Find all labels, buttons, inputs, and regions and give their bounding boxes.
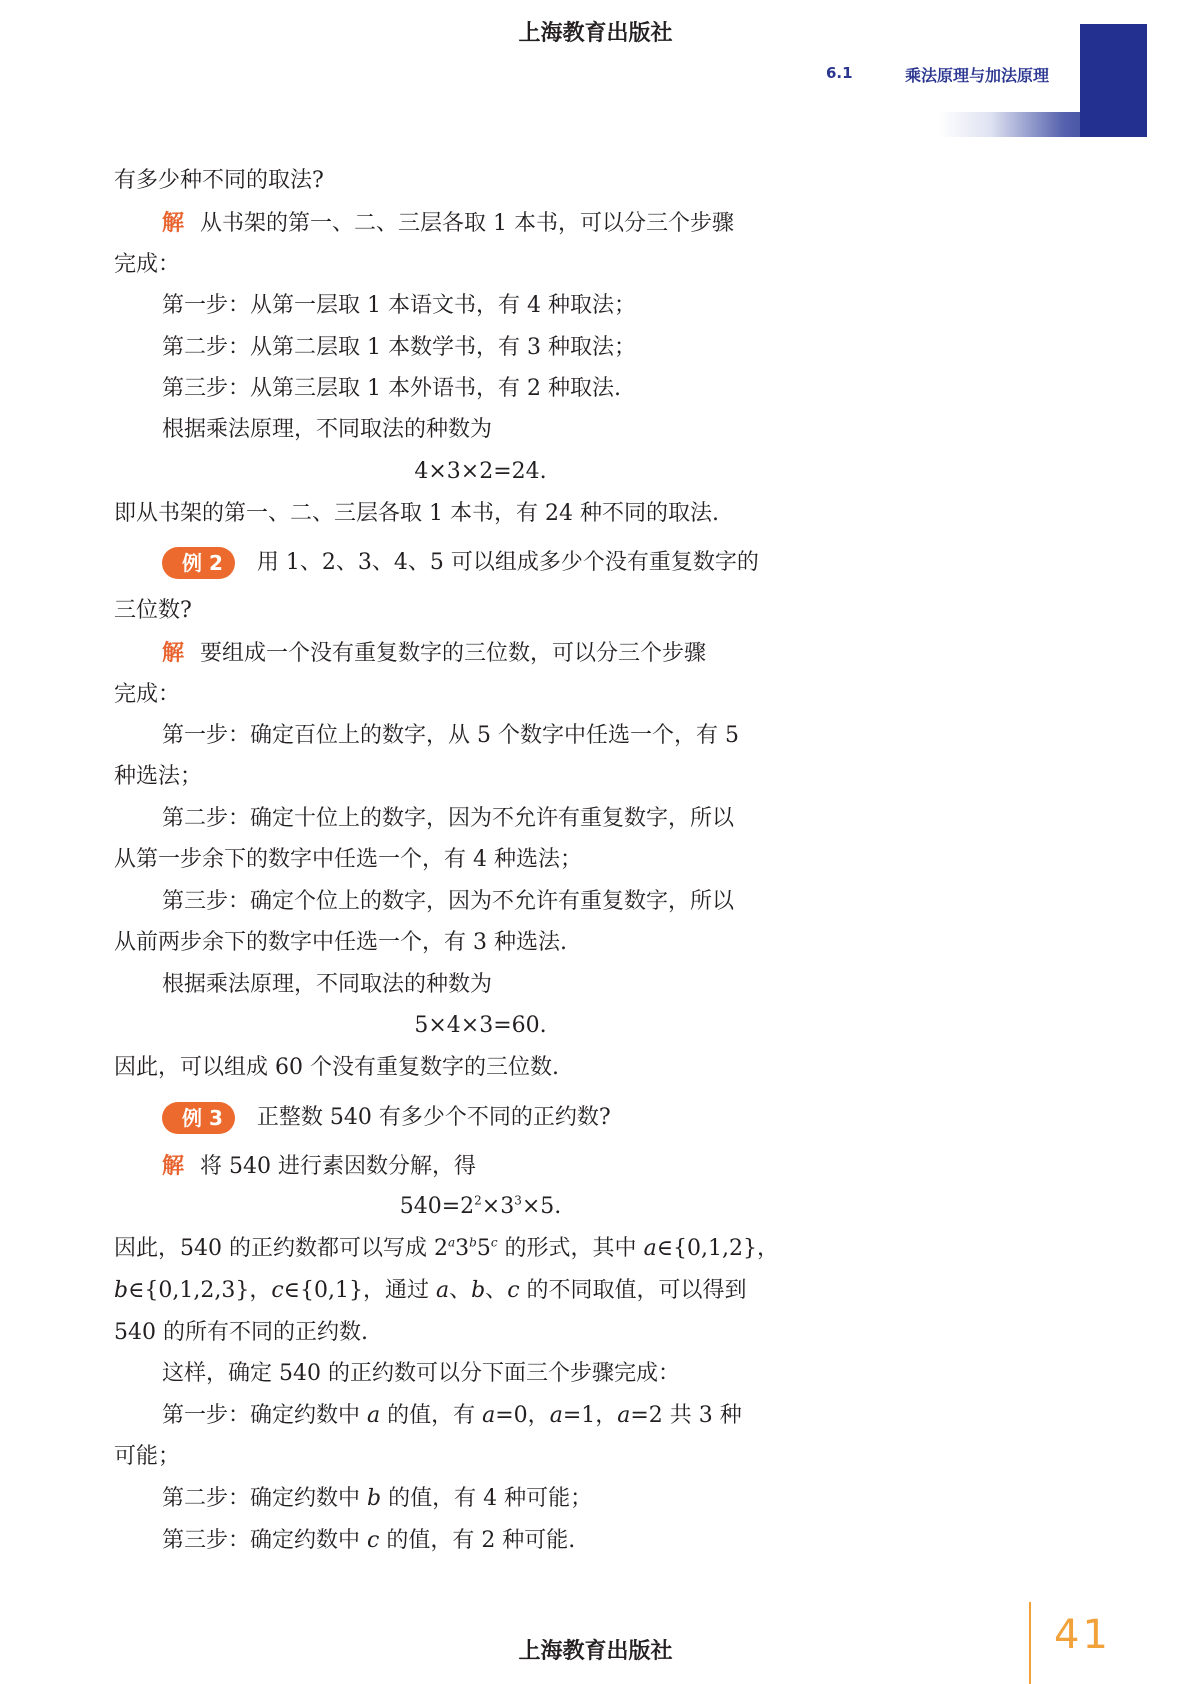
solution-line: 解 从书架的第一、二、三层各取 1 本书，可以分三个步骤: [162, 210, 735, 236]
publisher-footer: 上海教育出版社: [518, 1639, 673, 1664]
example-badge: 例 3: [162, 1102, 235, 1134]
section-number: 6.1: [826, 64, 853, 82]
text-line: b∈{0,1,2,3}，c∈{0,1}，通过 a、b、c 的不同取值，可以得到: [114, 1278, 747, 1303]
step-line: 第一步：确定百位上的数字，从 5 个数字中任选一个，有 5: [162, 723, 739, 748]
text-line: 完成：: [114, 252, 181, 277]
step-line: 第一步：从第一层取 1 本语文书，有 4 种取法；: [162, 293, 636, 318]
solution-label: 解: [162, 210, 185, 236]
equation: $540=2^2\times 3^3\times 5$.: [399, 1193, 562, 1219]
text-line: 三位数?: [114, 598, 192, 623]
text-line: 这样，确定 540 的正约数可以分下面三个步骤完成：: [162, 1361, 680, 1386]
text-line: 从前两步余下的数字中任选一个，有 3 种选法.: [114, 930, 567, 955]
text-line: 540 的所有不同的正约数.: [114, 1320, 368, 1345]
text-line: 可能；: [114, 1444, 181, 1469]
solution-label: 解: [162, 1153, 185, 1179]
step-line: 第三步：确定个位上的数字，因为不允许有重复数字，所以: [162, 889, 735, 914]
text-line: 从第一步余下的数字中任选一个，有 4 种选法；: [114, 847, 582, 872]
step-line: 第二步：从第二层取 1 本数学书，有 3 种取法；: [162, 335, 636, 360]
page-number: 41: [1054, 1612, 1111, 1658]
section-title: 乘法原理与加法原理: [905, 66, 1050, 85]
example-2: 例 2 用 1、2、3、4、5 可以组成多少个没有重复数字的: [162, 547, 862, 579]
solution-label: 解: [162, 640, 185, 666]
step-line: 第三步：确定约数中 c 的值，有 2 种可能.: [162, 1528, 576, 1553]
text-line: 即从书架的第一、二、三层各取 1 本书，有 24 种不同的取法.: [114, 501, 719, 526]
text-line: 根据乘法原理，不同取法的种数为: [162, 972, 493, 997]
example-3: 例 3 正整数 540 有多少个不同的正约数?: [162, 1102, 862, 1134]
text-line: 因此，可以组成 60 个没有重复数字的三位数.: [114, 1055, 559, 1080]
text-line: 有多少种不同的取法?: [114, 168, 324, 193]
text-line: 完成：: [114, 682, 181, 707]
equation: 4×3×2=24.: [414, 459, 547, 484]
text-line: 根据乘法原理，不同取法的种数为: [162, 417, 493, 442]
equation: 5×4×3=60.: [414, 1013, 547, 1038]
example-badge: 例 2: [162, 547, 235, 579]
solution-line: 解 将 540 进行素因数分解，得: [162, 1153, 476, 1179]
step-line: 第三步：从第三层取 1 本外语书，有 2 种取法.: [162, 376, 621, 401]
text-line: 因此，540 的正约数都可以写成 2$^a$3$^b$5$^c$ 的形式，其中 a∈{0,1,2}，: [114, 1235, 779, 1261]
step-line: 第二步：确定十位上的数字，因为不允许有重复数字，所以: [162, 806, 735, 831]
text-line: 种选法；: [114, 764, 203, 789]
step-line: 第二步：确定约数中 b 的值，有 4 种可能；: [162, 1486, 593, 1511]
publisher-header: 上海教育出版社: [518, 21, 673, 46]
step-line: 第一步：确定约数中 a 的值，有 a=0，a=1，a=2 共 3 种: [162, 1403, 742, 1428]
solution-line: 解 要组成一个没有重复数字的三位数，可以分三个步骤: [162, 640, 707, 666]
